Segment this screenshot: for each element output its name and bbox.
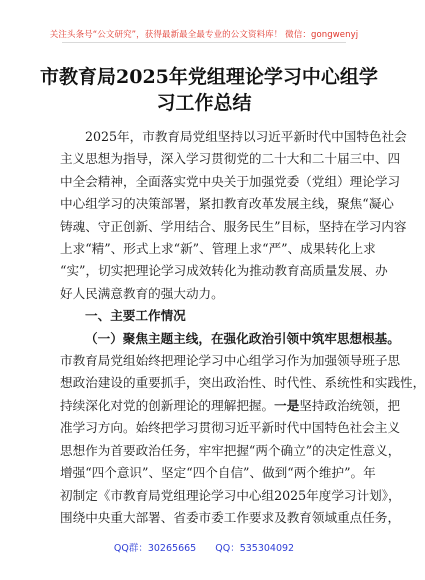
title-line-2: 习工作总结 [156, 92, 252, 114]
qq-contact-link[interactable]: QQ：535304092 [215, 543, 295, 554]
paragraph-line: 中心组学习的决策部署，紧扣教育改革发展主线，聚焦“凝心 [60, 196, 394, 212]
qq-group-link[interactable]: QQ群：30265665 [113, 543, 197, 554]
paragraph-line: 围绕中央重大部署、省委市委工作要求及教育领域重点任务， [60, 509, 401, 525]
top-banner: 关注头条号“公文研究”，获得最新最全最专业的公文资料库！ 微信：gongwenyj [49, 30, 359, 40]
paragraph-line: 增强“四个意识”、坚定“四个自信”、做到“两个维护”。年 [60, 465, 376, 481]
footer-contact [0, 540, 408, 554]
emphasis-text: 一是 [274, 397, 300, 413]
body-paragraph [60, 350, 425, 529]
intro-paragraph [60, 126, 407, 305]
paragraph-line: 中全会精神，全面落实党中央关于加强党委（党组）理论学习 [60, 173, 401, 189]
section-heading: 一、主要工作情况 [85, 308, 186, 324]
document-title [40, 64, 378, 116]
paragraph-line [60, 395, 401, 417]
paragraph-line: 初制定《市教育局党组理论学习中心组2025年度学习计划》， [60, 487, 401, 503]
paragraph-line: 主义思想为指导，深入学习贯彻党的二十大和二十届三中、四 [60, 151, 401, 167]
paragraph-line: 想政治建设的重要抓手，突出政治性、时代性、系统性和实践性， [60, 375, 425, 391]
paragraph-line: 市教育局党组始终把理论学习中心组学习作为加强领导班子思 [60, 353, 401, 369]
paragraph-line: 思想作为首要政治任务，牢牢把握“两个确立”的决定性意义， [60, 442, 401, 458]
title-line-1: 市教育局2025年党组理论学习中心组学 [40, 66, 378, 88]
paragraph-line: 上求“精”、形式上求“新”、管理上求“严”、成果转化上求 [60, 241, 376, 257]
paragraph-text: 持续深化对党的创新理论的理解把握。 [60, 397, 275, 413]
paragraph-line: 好人民满意教育的强大动力。 [60, 285, 224, 301]
paragraph-line: 准学习方向。始终把学习贯彻习近平新时代中国特色社会主义 [60, 420, 401, 436]
paragraph-line: 铸魂、守正创新、学用结合、服务民生”目标，坚持在学习内容 [60, 218, 407, 234]
document-body [60, 126, 425, 529]
paragraph-line: “实”，切实把理论学习成效转化为推动教育高质量发展、办 [60, 263, 388, 279]
banner-divider [62, 42, 346, 43]
subsection-heading: （一）聚焦主题主线，在强化政治引领中筑牢思想根基。 [85, 330, 400, 346]
paragraph-text: 坚持政治统领，把 [299, 397, 401, 413]
paragraph-line: 2025年，市教育局党组坚持以习近平新时代中国特色社会 [85, 129, 407, 144]
